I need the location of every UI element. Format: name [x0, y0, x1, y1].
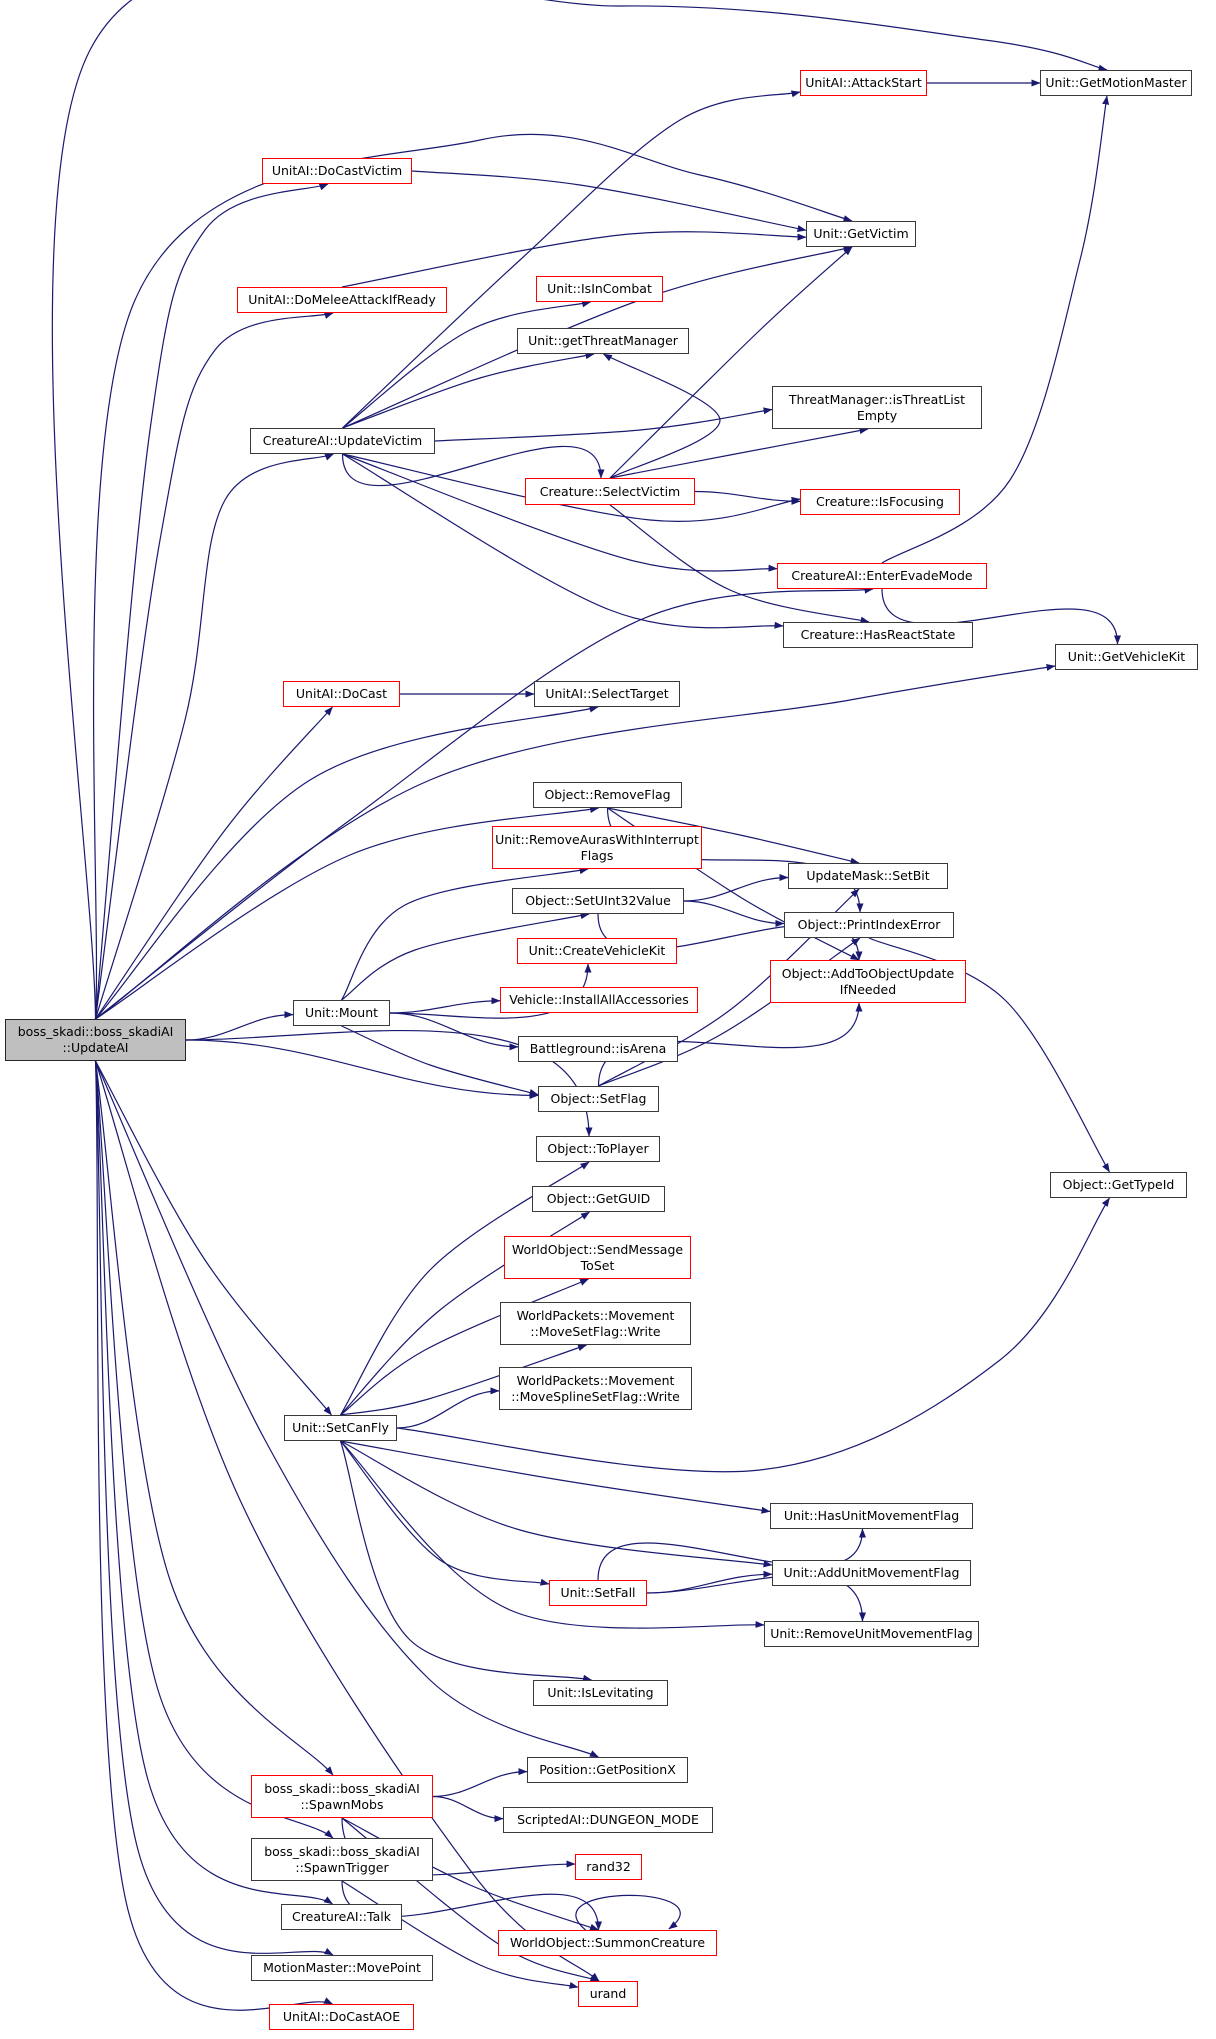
node-getguid[interactable]: [532, 1186, 665, 1212]
node-label: Unit::CreateVehicleKit: [528, 943, 666, 958]
node-label: Object::RemoveFlag: [544, 787, 671, 802]
node-label: boss_skadi::boss_skadiAI: [17, 1024, 174, 1039]
node-docastaoe[interactable]: [269, 2004, 414, 2030]
node-label: Position::GetPositionX: [539, 1762, 676, 1777]
edge-summoncreature-to-summoncreature: [576, 1895, 680, 1930]
node-label: Unit::IsInCombat: [547, 281, 652, 296]
node-attackstart[interactable]: [800, 70, 927, 96]
edge-spawnmobs-to-getpositionx: [433, 1772, 527, 1797]
node-label: UnitAI::AttackStart: [805, 75, 922, 90]
edge-mount-to-installallaccessories: [390, 1001, 500, 1013]
node-label: ThreatManager::isThreatList: [788, 391, 966, 407]
node-label: UnitAI::DoCastAOE: [282, 2009, 401, 2024]
node-removeflag[interactable]: [533, 782, 682, 808]
node-label: Object::PrintIndexError: [797, 917, 941, 932]
node-label: UnitAI::DoCast: [295, 686, 388, 701]
edge-spawnmobs-to-dungeonmode: [433, 1797, 503, 1819]
edge-setuint32value-to-setbit: [684, 878, 788, 902]
node-setuint32value[interactable]: [512, 888, 684, 914]
node-label: IfNeeded: [839, 981, 897, 997]
node-label: Empty: [856, 407, 898, 423]
node-label: CreatureAI::EnterEvadeMode: [791, 568, 973, 583]
node-label: Unit::IsLevitating: [547, 1685, 654, 1700]
node-label: WorldPackets::Movement: [516, 1307, 675, 1323]
node-label: UpdateMask::SetBit: [806, 868, 930, 883]
node-label: MotionMaster::MovePoint: [263, 1960, 421, 1975]
node-label: Battleground::isArena: [529, 1041, 667, 1056]
node-domeleeattackifready[interactable]: [237, 287, 447, 313]
node-docastvictim[interactable]: [262, 158, 412, 184]
node-label: Unit::GetVictim: [813, 226, 909, 241]
node-hasreactstate[interactable]: [783, 622, 973, 648]
node-isthreatlistempty[interactable]: [772, 386, 982, 429]
node-label: UnitAI::DoMeleeAttackIfReady: [248, 292, 436, 307]
node-label: WorldPackets::Movement: [516, 1372, 675, 1388]
edge-updateai-to-setflag: [186, 1040, 538, 1095]
node-setflag[interactable]: [538, 1086, 659, 1112]
node-label: CreatureAI::UpdateVictim: [262, 433, 423, 448]
edge-setcanfly-to-hasunitmovementflag: [341, 1441, 771, 1512]
node-label: ::SpawnMobs: [300, 1796, 384, 1812]
node-label: rand32: [586, 1859, 631, 1874]
node-label: WorldObject::SendMessage: [511, 1241, 684, 1257]
edge-updatevictim-to-attackstart: [343, 92, 801, 428]
edge-setcanfly-to-movesplinesetflagwrite: [397, 1391, 499, 1428]
node-label: Flags: [580, 847, 614, 863]
node-sendmessagetoset[interactable]: [504, 1236, 691, 1279]
edge-selectvictim-to-isthreatlistempty: [610, 429, 868, 478]
node-label: Creature::IsFocusing: [816, 494, 944, 509]
edge-updatevictim-to-enterevademode: [343, 454, 778, 571]
node-removeauras[interactable]: [492, 826, 702, 869]
node-createvehiclekit[interactable]: [517, 938, 677, 964]
node-islevitating[interactable]: [533, 1680, 668, 1706]
node-label: Object::SetUInt32Value: [525, 893, 671, 908]
node-gettypeid[interactable]: [1050, 1172, 1187, 1198]
edge-updatevictim-to-isthreatlistempty: [435, 410, 772, 441]
edge-setcanfly-to-islevitating: [341, 1441, 592, 1680]
edge-setuint32value-to-printindexerror: [684, 901, 784, 924]
node-mount[interactable]: [293, 1000, 390, 1026]
node-label: Object::ToPlayer: [547, 1141, 649, 1156]
node-label: UnitAI::SelectTarget: [545, 686, 669, 701]
edge-docastvictim-to-getvictim: [412, 171, 806, 230]
node-label: Vehicle::InstallAllAccessories: [509, 992, 689, 1007]
node-label: Unit::SetCanFly: [292, 1420, 389, 1435]
edge-updateai-to-spawntrigger: [96, 1061, 334, 1838]
node-label: UnitAI::DoCastVictim: [271, 163, 403, 178]
edge-setfall-to-addunitmovementflag: [647, 1574, 772, 1593]
node-label: Unit::GetMotionMaster: [1045, 75, 1187, 90]
edge-updateai-to-movepoint: [96, 1061, 334, 1955]
node-label: Object::AddToObjectUpdate: [781, 965, 955, 981]
edge-setcanfly-to-addunitmovementflag: [341, 1441, 773, 1565]
node-isfocusing[interactable]: [800, 489, 960, 515]
node-selecttarget[interactable]: [534, 681, 680, 707]
node-label: boss_skadi::boss_skadiAI: [264, 1843, 420, 1859]
node-label: Object::GetTypeId: [1062, 1177, 1175, 1192]
node-label: ::SpawnTrigger: [295, 1859, 389, 1875]
edge-selectvictim-to-isfocusing: [695, 492, 800, 502]
edge-updateai-to-getvictim: [94, 134, 852, 1019]
node-label: Object::SetFlag: [550, 1091, 647, 1106]
node-label: ::MoveSetFlag::Write: [530, 1323, 661, 1339]
node-installallaccessories[interactable]: [500, 987, 698, 1013]
node-movesplinesetflagwrite[interactable]: [499, 1367, 692, 1410]
node-label: Unit::RemoveAurasWithInterrupt: [495, 831, 699, 847]
node-toplayer[interactable]: [536, 1136, 660, 1162]
node-updatevictim[interactable]: [250, 428, 435, 454]
node-label: ::MoveSplineSetFlag::Write: [511, 1388, 680, 1404]
edge-updateai-to-domeleeattackifready: [96, 313, 334, 1019]
node-dungeonmode[interactable]: [503, 1807, 713, 1833]
node-enterevademode[interactable]: [777, 563, 987, 589]
node-isarena[interactable]: [518, 1036, 678, 1062]
node-hasunitmovementflag[interactable]: [770, 1503, 973, 1529]
node-label: ScriptedAI::DUNGEON_MODE: [517, 1812, 699, 1827]
node-label: Unit::RemoveUnitMovementFlag: [770, 1626, 973, 1641]
node-label: Unit::AddUnitMovementFlag: [783, 1565, 960, 1580]
node-label: ToSet: [580, 1257, 615, 1273]
node-label: CreatureAI::Talk: [292, 1909, 391, 1924]
node-label: Creature::HasReactState: [800, 627, 956, 642]
node-getvictim[interactable]: [806, 221, 916, 247]
edge-updateai-to-setcanfly: [96, 1061, 332, 1415]
node-setbit[interactable]: [788, 863, 948, 889]
node-spawnmobs[interactable]: [251, 1775, 433, 1818]
node-label: boss_skadi::boss_skadiAI: [264, 1780, 420, 1796]
node-label: Unit::HasUnitMovementFlag: [783, 1508, 960, 1523]
node-getmotionmaster[interactable]: [1040, 70, 1192, 96]
node-label: WorldObject::SummonCreature: [509, 1935, 706, 1950]
node-addtoobjectupdate[interactable]: [770, 960, 966, 1003]
node-label: Unit::SetFall: [560, 1585, 636, 1600]
node-movepoint[interactable]: [251, 1955, 433, 1981]
edge-updatevictim-to-isincombat: [343, 302, 591, 428]
node-urand[interactable]: [578, 1981, 638, 2007]
node-summoncreature[interactable]: [498, 1930, 717, 1956]
node-label: Object::GetGUID: [546, 1191, 651, 1206]
node-label: Unit::Mount: [304, 1005, 379, 1020]
node-isincombat[interactable]: [536, 276, 663, 302]
edge-updatevictim-to-getthreatmanager: [343, 354, 595, 428]
node-movesetflagwrite[interactable]: [500, 1302, 691, 1345]
node-setcanfly[interactable]: [284, 1415, 397, 1441]
node-getthreatmanager[interactable]: [517, 328, 689, 354]
node-setfall[interactable]: [549, 1580, 647, 1606]
node-printindexerror[interactable]: [784, 912, 954, 938]
node-getpositionx[interactable]: [527, 1757, 688, 1783]
node-label: Creature::SelectVictim: [539, 483, 681, 499]
edge-updateai-to-enterevademode: [96, 589, 874, 1019]
node-removeunitmovementflag[interactable]: [764, 1621, 979, 1647]
node-label: urand: [589, 1986, 627, 2001]
node-selectvictim[interactable]: [525, 478, 695, 505]
node-addunitmovementflag[interactable]: [772, 1560, 971, 1586]
node-label: ::UpdateAI: [62, 1040, 129, 1055]
edge-selectvictim-to-getthreatmanager: [603, 354, 720, 478]
node-label: Unit::getThreatManager: [528, 333, 678, 348]
node-label: Unit::GetVehicleKit: [1067, 649, 1186, 664]
edge-updateai-to-docast: [96, 707, 333, 1019]
node-getvehiclekit[interactable]: [1055, 644, 1198, 670]
node-spawntrigger[interactable]: [251, 1838, 433, 1881]
edge-mount-to-setflag: [342, 1026, 539, 1095]
node-talk[interactable]: [281, 1904, 402, 1930]
node-updateai: [5, 1019, 186, 1061]
node-docast[interactable]: [283, 681, 400, 707]
node-rand32[interactable]: [575, 1854, 642, 1880]
